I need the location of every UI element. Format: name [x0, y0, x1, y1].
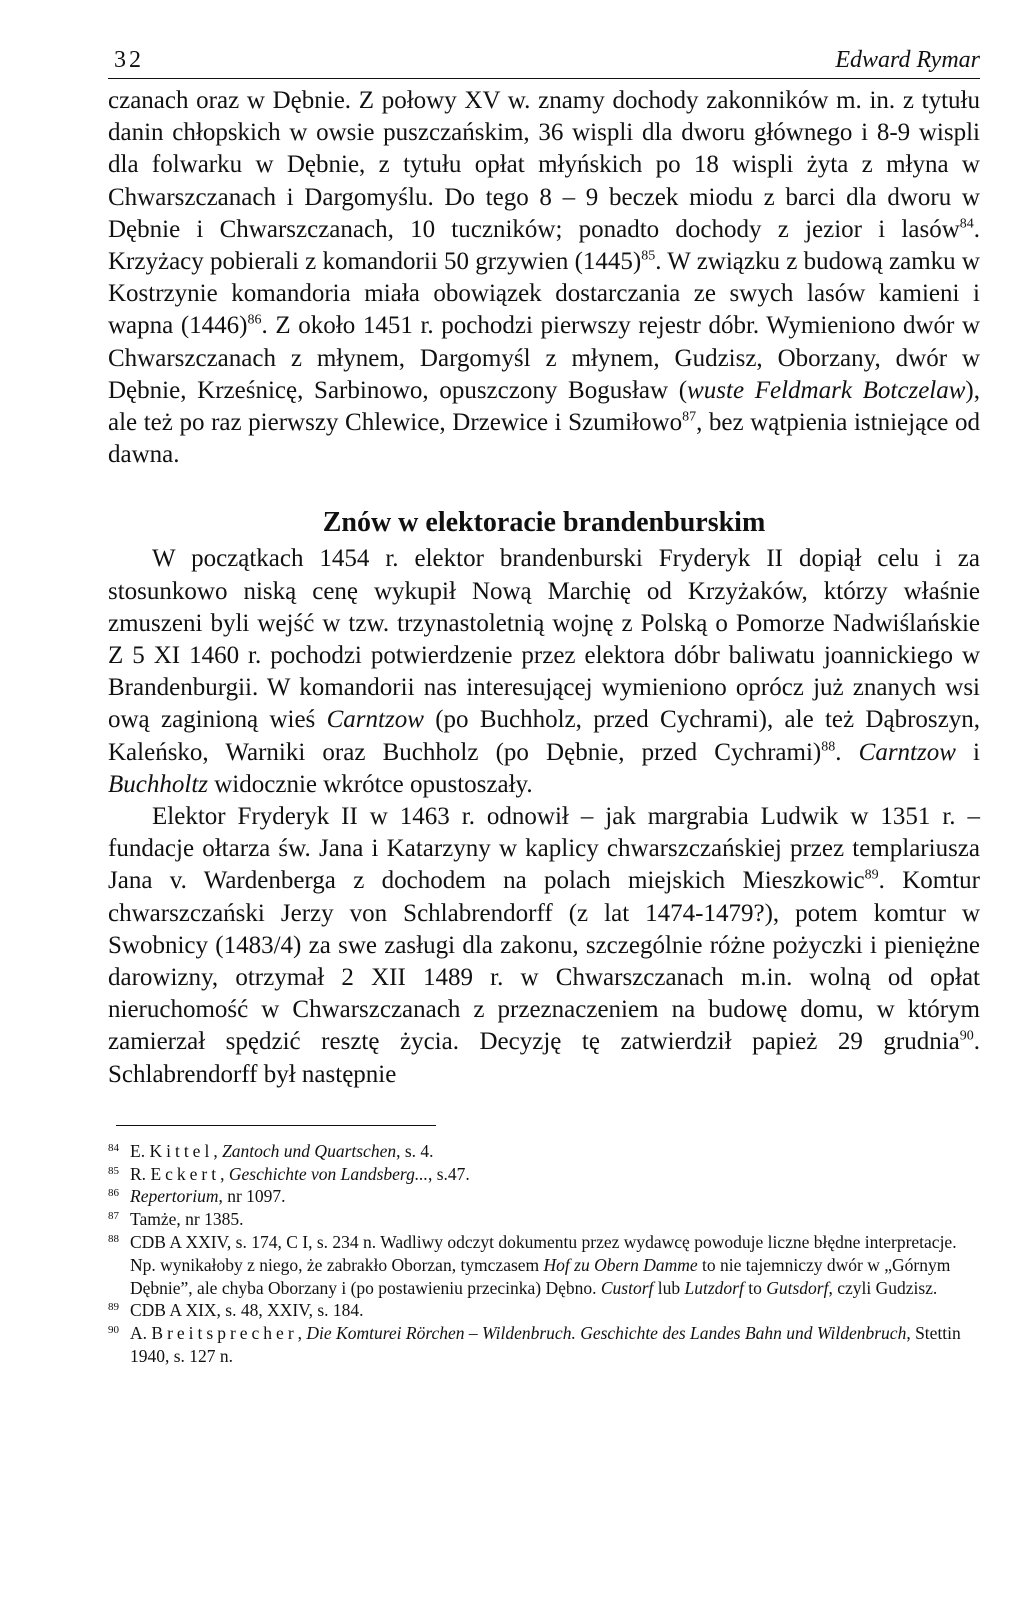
footnote-86 [108, 1185, 980, 1208]
italic-text: Lutzdorf [684, 1277, 744, 1298]
footnote-text [130, 1322, 980, 1368]
work-title: Zantoch und Quartschen [222, 1140, 397, 1161]
footnote-text: Tamże, nr 1385. [130, 1209, 244, 1230]
text-run: , s.47. [427, 1163, 470, 1184]
footnote-ref[interactable]: 86 [247, 313, 262, 329]
footnote-87 [108, 1208, 980, 1231]
footnote-lead: R. [130, 1163, 151, 1184]
footnote-ref[interactable]: 89 [864, 868, 879, 884]
footnote-89 [108, 1299, 980, 1322]
footnote-text [130, 1140, 980, 1163]
text-run: , czyli Gudzisz. [828, 1277, 938, 1298]
page [108, 40, 980, 1368]
text-run: , [220, 1163, 229, 1184]
footnote-lead: E. [130, 1140, 150, 1161]
footnote-number: 87 [108, 1210, 119, 1223]
running-head [108, 40, 980, 79]
footnotes [108, 1140, 980, 1368]
footnote-divider [116, 1125, 436, 1126]
footnote-ref[interactable]: 88 [821, 739, 836, 755]
footnote-84 [108, 1140, 980, 1163]
author-name: Breitsprecher [151, 1323, 298, 1344]
footnote-88 [108, 1231, 980, 1299]
italic-text: Hof zu Obern Damme [543, 1254, 698, 1275]
text-run: , Stettin 1940, s. 127 n. [130, 1323, 961, 1367]
italic-text: Carntzow [858, 738, 956, 766]
footnote-text: CDB A XIX, s. 48, XXIV, s. 184. [130, 1300, 364, 1321]
text-run: (po Buchholz, przed Cychrami), ale też Dąbroszyn, Kaleńsko, Warniki oraz Buchholz (po Dębnie, przed Cychrami) [108, 706, 980, 766]
footnote-ref[interactable]: 90 [959, 1029, 974, 1045]
text-run: . Krzyżacy pobierali z komandorii 50 grzywien (1445) [108, 215, 980, 276]
footnote-text [130, 1163, 980, 1186]
text-run: . [835, 738, 859, 766]
text-run: A. [130, 1323, 152, 1344]
footnote-ref[interactable]: 87 [682, 409, 697, 425]
footnote-number: 84 [108, 1141, 119, 1154]
footnote-number: 86 [108, 1187, 119, 1200]
author-name: Eckert [150, 1163, 221, 1184]
italic-text: Carntzow [326, 706, 424, 734]
italic-text: Buchholtz [108, 770, 208, 798]
text-run: , bez wątpienia istniejące od dawna. [108, 409, 980, 469]
text-run: . Komtur chwarszczański Jerzy von Schlabrendorff (z lat 1474-1479?), potem komtur w Swobnicy (1483/4) za swe zasługi dla zakonu, szczególnie różne pożyczki i pieniężne darowizny, otrzymał 2 XII 1489 r. w Chwarszczanach m.in. wolną od opłat nieruchomość w Chwarszczanach z przeznaczeniem na budowę domu, w którym zamierzał spędzić resztę życia. Decyzję tę zatwierdził papież 29 grudnia [108, 867, 980, 1056]
italic-text: wuste Feldmark Botczelaw [687, 376, 966, 404]
text-run: CDB A XXIV, s. 174, C I, s. 234 n. Wadliwy odczyt dokumentu przez wydawcę powoduje liczne błędne interpretacje. Np. wynikałoby z niego, że zabrakło Oborzan, tymczasem [130, 1232, 957, 1275]
text-run: . Schlabrendorff był następnie [108, 1028, 980, 1088]
footnote-90 [108, 1322, 980, 1368]
text-run: W początkach 1454 r. elektor brandenburski Fryderyk II dopiął celu i za stosunkowo niską cenę wykupił Nową Marchię od Krzyżaków, którzy właśnie zmuszeni byli wejść w tzw. trzynastoletnią wojnę z Polską o Pomorze Nadwiślańskie Z 5 XI 1460 r. pochodzi potwierdzenie przez elektora dóbr baliwatu joannickiego w Brandenburgii. W komandorii nas interesującej wymieniono oprócz już znanych wsi ową zaginioną wieś [108, 545, 980, 734]
italic-text: Gutsdorf [766, 1277, 829, 1298]
text-run: , [213, 1140, 223, 1161]
text-run: , [297, 1323, 307, 1344]
footnote-text [130, 1231, 980, 1299]
paragraph [108, 801, 980, 1091]
text-run: . W związku z budową zamku w Kostrzynie komandoria miała obowiązek dostarczania ze swych lasów kamieni i wapna (1446) [108, 248, 980, 340]
text-run: i [955, 738, 981, 766]
section-heading: Znów w elektoracie brandenburskim [322, 507, 766, 539]
paragraph [108, 85, 980, 471]
running-head-author: Edward Rymar [835, 47, 980, 73]
text-run: lub [653, 1277, 685, 1298]
work-title: Repertorium [130, 1186, 219, 1207]
text-run: czanach oraz w Dębnie. Z połowy XV w. znamy dochody zakonników m. in. z tytułu danin chłopskich w owsie puszczańskim, 36 wispli dla dworu głównego i 8-9 wispli dla folwarku w Dębnie, z tytułu opłat młyńskich po 18 wispli żyta z młyna w Chwarszczanach i Dargomyślu. Do tego 8 – 9 beczek miodu z barci dla dworu w Dębnie i Chwarszczanach, 10 tuczników; ponadto dochody z jezior i lasów [108, 87, 980, 243]
footnote-text [130, 1185, 980, 1208]
footnote-ref[interactable]: 84 [959, 216, 974, 232]
footnote-number: 89 [108, 1301, 119, 1314]
text-run: Elektor Fryderyk II w 1463 r. odnowił – jak margrabia Ludwik w 1351 r. – fundacje ołtarza św. Jana i Katarzyny w kaplicy chwarszczańskiej przez templariusza Jana v. Wardenberga z dochodem na polach miejskich Mieszkowic [108, 803, 980, 895]
body-text [108, 85, 980, 1091]
italic-text: Custorf [600, 1277, 654, 1298]
text-run: , nr 1097. [218, 1186, 286, 1207]
paragraph [108, 543, 980, 801]
work-title: Geschichte von Landsberg... [228, 1163, 428, 1184]
work-title: Die Komturei Rörchen – Wildenbruch. Geschichte des Landes Bahn und Wildenbruch [306, 1323, 907, 1344]
text-run: widocznie wkrótce opustoszały. [208, 770, 533, 798]
text-run: ), ale też po raz pierwszy Chlewice, Drzewice i Szumiłowo [108, 376, 980, 437]
footnote-number: 90 [108, 1324, 119, 1337]
text-run: to [743, 1277, 767, 1298]
footnote-number: 88 [108, 1233, 119, 1246]
text-run: , s. 4. [396, 1140, 434, 1161]
page-number: 32 [114, 47, 144, 73]
footnote-85 [108, 1163, 980, 1186]
text-run: . Z około 1451 r. pochodzi pierwszy rejestr dóbr. Wymieniono dwór w Chwarszczanach z młynem, Dargomyśl z młynem, Gudzisz, Oborzany, dwór w Dębnie, Krześnicę, Sarbinowo, opuszczony Bogusław ( [108, 312, 980, 404]
text-run: to nie tajemniczy dwór w „Górnym Dębnie”, ale chyba Oborzany i (po postawieniu przecinka) Dębno. [130, 1254, 951, 1298]
author-name: Kittel [149, 1140, 214, 1161]
footnote-ref[interactable]: 85 [641, 248, 656, 264]
footnote-number: 85 [108, 1164, 119, 1177]
